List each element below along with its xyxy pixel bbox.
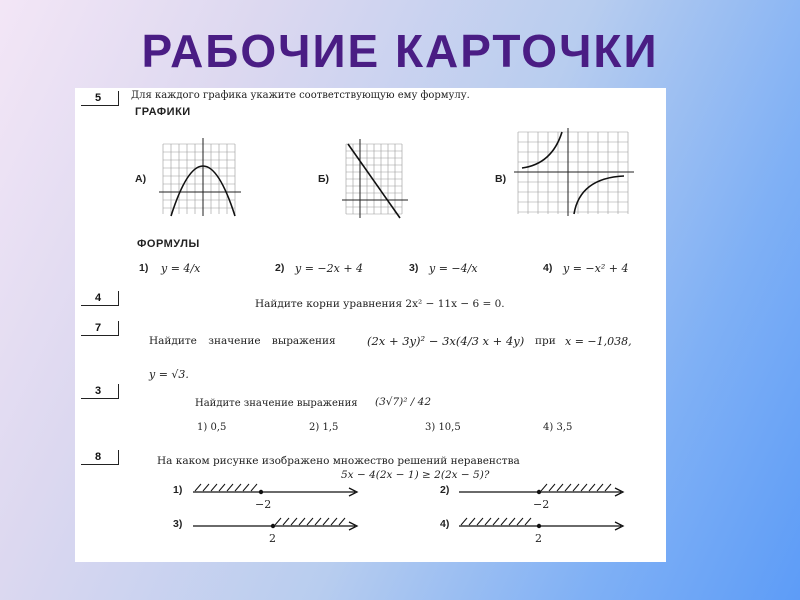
task8-option-2-point: −2 bbox=[533, 498, 550, 511]
number-line-3 bbox=[191, 516, 361, 546]
graph-label-a: А) bbox=[135, 173, 147, 185]
task8-option-1-point: −2 bbox=[255, 498, 272, 511]
task8-inequality: 5x − 4(2x − 1) ≥ 2(2x − 5)? bbox=[341, 469, 490, 481]
formula-3: y = −4/x bbox=[429, 262, 478, 275]
task8-option-2-label: 2) bbox=[440, 484, 450, 496]
task8-option-1-label: 1) bbox=[173, 484, 183, 496]
task7-condition: x = −1,038, bbox=[565, 335, 632, 348]
task4-prompt: Найдите корни уравнения 2x² − 11x − 6 = 0. bbox=[255, 298, 505, 310]
task3-option-4: 4) 3,5 bbox=[543, 422, 573, 433]
graph-a-parabola bbox=[157, 134, 249, 220]
task3-option-3: 3) 10,5 bbox=[425, 422, 461, 433]
worksheet-card bbox=[75, 88, 666, 562]
formulas-heading: ФОРМУЛЫ bbox=[137, 238, 200, 250]
graph-b-line bbox=[340, 136, 412, 220]
task8-prompt: На каком рисунке изображено множество решений неравенства bbox=[157, 455, 520, 467]
task8-option-3-label: 3) bbox=[173, 518, 183, 530]
task-number-8: 8 bbox=[81, 450, 119, 465]
task8-option-3-point: 2 bbox=[269, 532, 276, 545]
formula-2: y = −2x + 4 bbox=[295, 262, 364, 275]
task7-expression: (2x + 3y)² − 3x(4/3 x + 4y) bbox=[367, 334, 525, 348]
formula-1-label: 1) bbox=[139, 262, 149, 274]
task3-option-2: 2) 1,5 bbox=[309, 422, 339, 433]
graph-label-v: В) bbox=[495, 173, 507, 185]
task7-prompt: Найдите значение выражения bbox=[149, 335, 336, 347]
graph-v-hyperbola bbox=[512, 126, 640, 218]
graph-label-b: Б) bbox=[318, 173, 330, 185]
number-line-4 bbox=[457, 516, 627, 546]
task-number-3: 3 bbox=[81, 384, 119, 399]
task-number-5: 5 bbox=[81, 91, 119, 106]
formula-4: y = −x² + 4 bbox=[563, 262, 629, 275]
task-number-4: 4 bbox=[81, 291, 119, 306]
task8-option-4-point: 2 bbox=[535, 532, 542, 545]
formula-3-label: 3) bbox=[409, 262, 419, 274]
task7-condition2: y = √3. bbox=[149, 368, 189, 381]
slide-title: РАБОЧИЕ КАРТОЧКИ bbox=[141, 25, 659, 77]
graphs-heading: ГРАФИКИ bbox=[135, 106, 191, 118]
task-number-7: 7 bbox=[81, 321, 119, 336]
number-line-1 bbox=[191, 482, 361, 512]
task3-prompt: Найдите значение выражения bbox=[195, 398, 358, 409]
formula-1: y = 4/x bbox=[161, 262, 201, 275]
task8-option-4-label: 4) bbox=[440, 518, 450, 530]
task5-prompt: Для каждого графика укажите соответствующую ему формулу. bbox=[131, 90, 470, 101]
task7-condition-word: при bbox=[535, 335, 556, 347]
formula-4-label: 4) bbox=[543, 262, 553, 274]
task3-expression: (3√7)² / 42 bbox=[375, 396, 432, 408]
task3-option-1: 1) 0,5 bbox=[197, 422, 227, 433]
formula-2-label: 2) bbox=[275, 262, 285, 274]
